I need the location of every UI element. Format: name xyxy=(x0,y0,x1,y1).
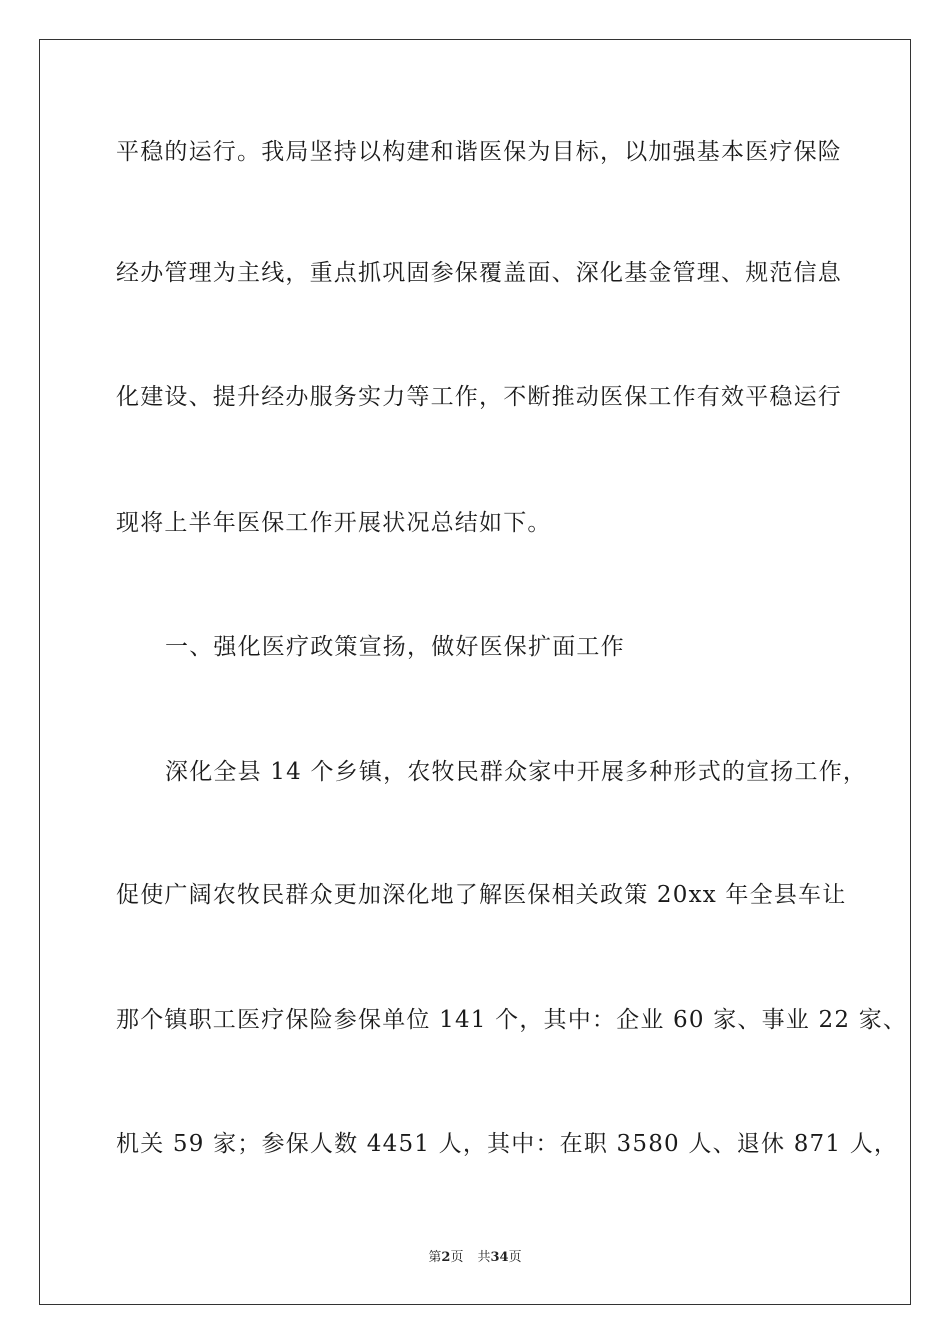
page-suffix: 页 xyxy=(450,1250,464,1265)
total-suffix: 页 xyxy=(508,1250,522,1265)
body-line-3: 化建设、提升经办服务实力等工作，不断推动医保工作有效平稳运行 xyxy=(116,384,842,410)
body-line-5: 深化全县 14 个乡镇，农牧民群众家中开展多种形式的宣扬工作， xyxy=(165,759,868,785)
page-prefix: 第 xyxy=(428,1250,442,1265)
page-footer xyxy=(0,1246,950,1265)
page-number: 2 xyxy=(441,1250,451,1265)
body-line-7: 那个镇职工医疗保险参保单位 141 个，其中：企业 60 家、事业 22 家、 xyxy=(116,1007,908,1033)
page-border xyxy=(39,39,911,1305)
total-pages: 34 xyxy=(490,1250,509,1265)
body-line-6: 促使广阔农牧民群众更加深化地了解医保相关政策 20xx 年全县车让 xyxy=(116,882,847,908)
body-line-8: 机关 59 家；参保人数 4451 人，其中：在职 3580 人、退休 871 人， xyxy=(116,1131,899,1157)
body-line-2: 经办管理为主线，重点抓巩固参保覆盖面、深化基金管理、规范信息 xyxy=(116,260,842,286)
body-line-4: 现将上半年医保工作开展状况总结如下。 xyxy=(116,510,552,536)
body-line-1: 平稳的运行。我局坚持以构建和谐医保为目标，以加强基本医疗保险 xyxy=(116,139,842,165)
section-heading: 一、强化医疗政策宣扬，做好医保扩面工作 xyxy=(165,634,625,660)
total-prefix: 共 xyxy=(477,1250,491,1265)
